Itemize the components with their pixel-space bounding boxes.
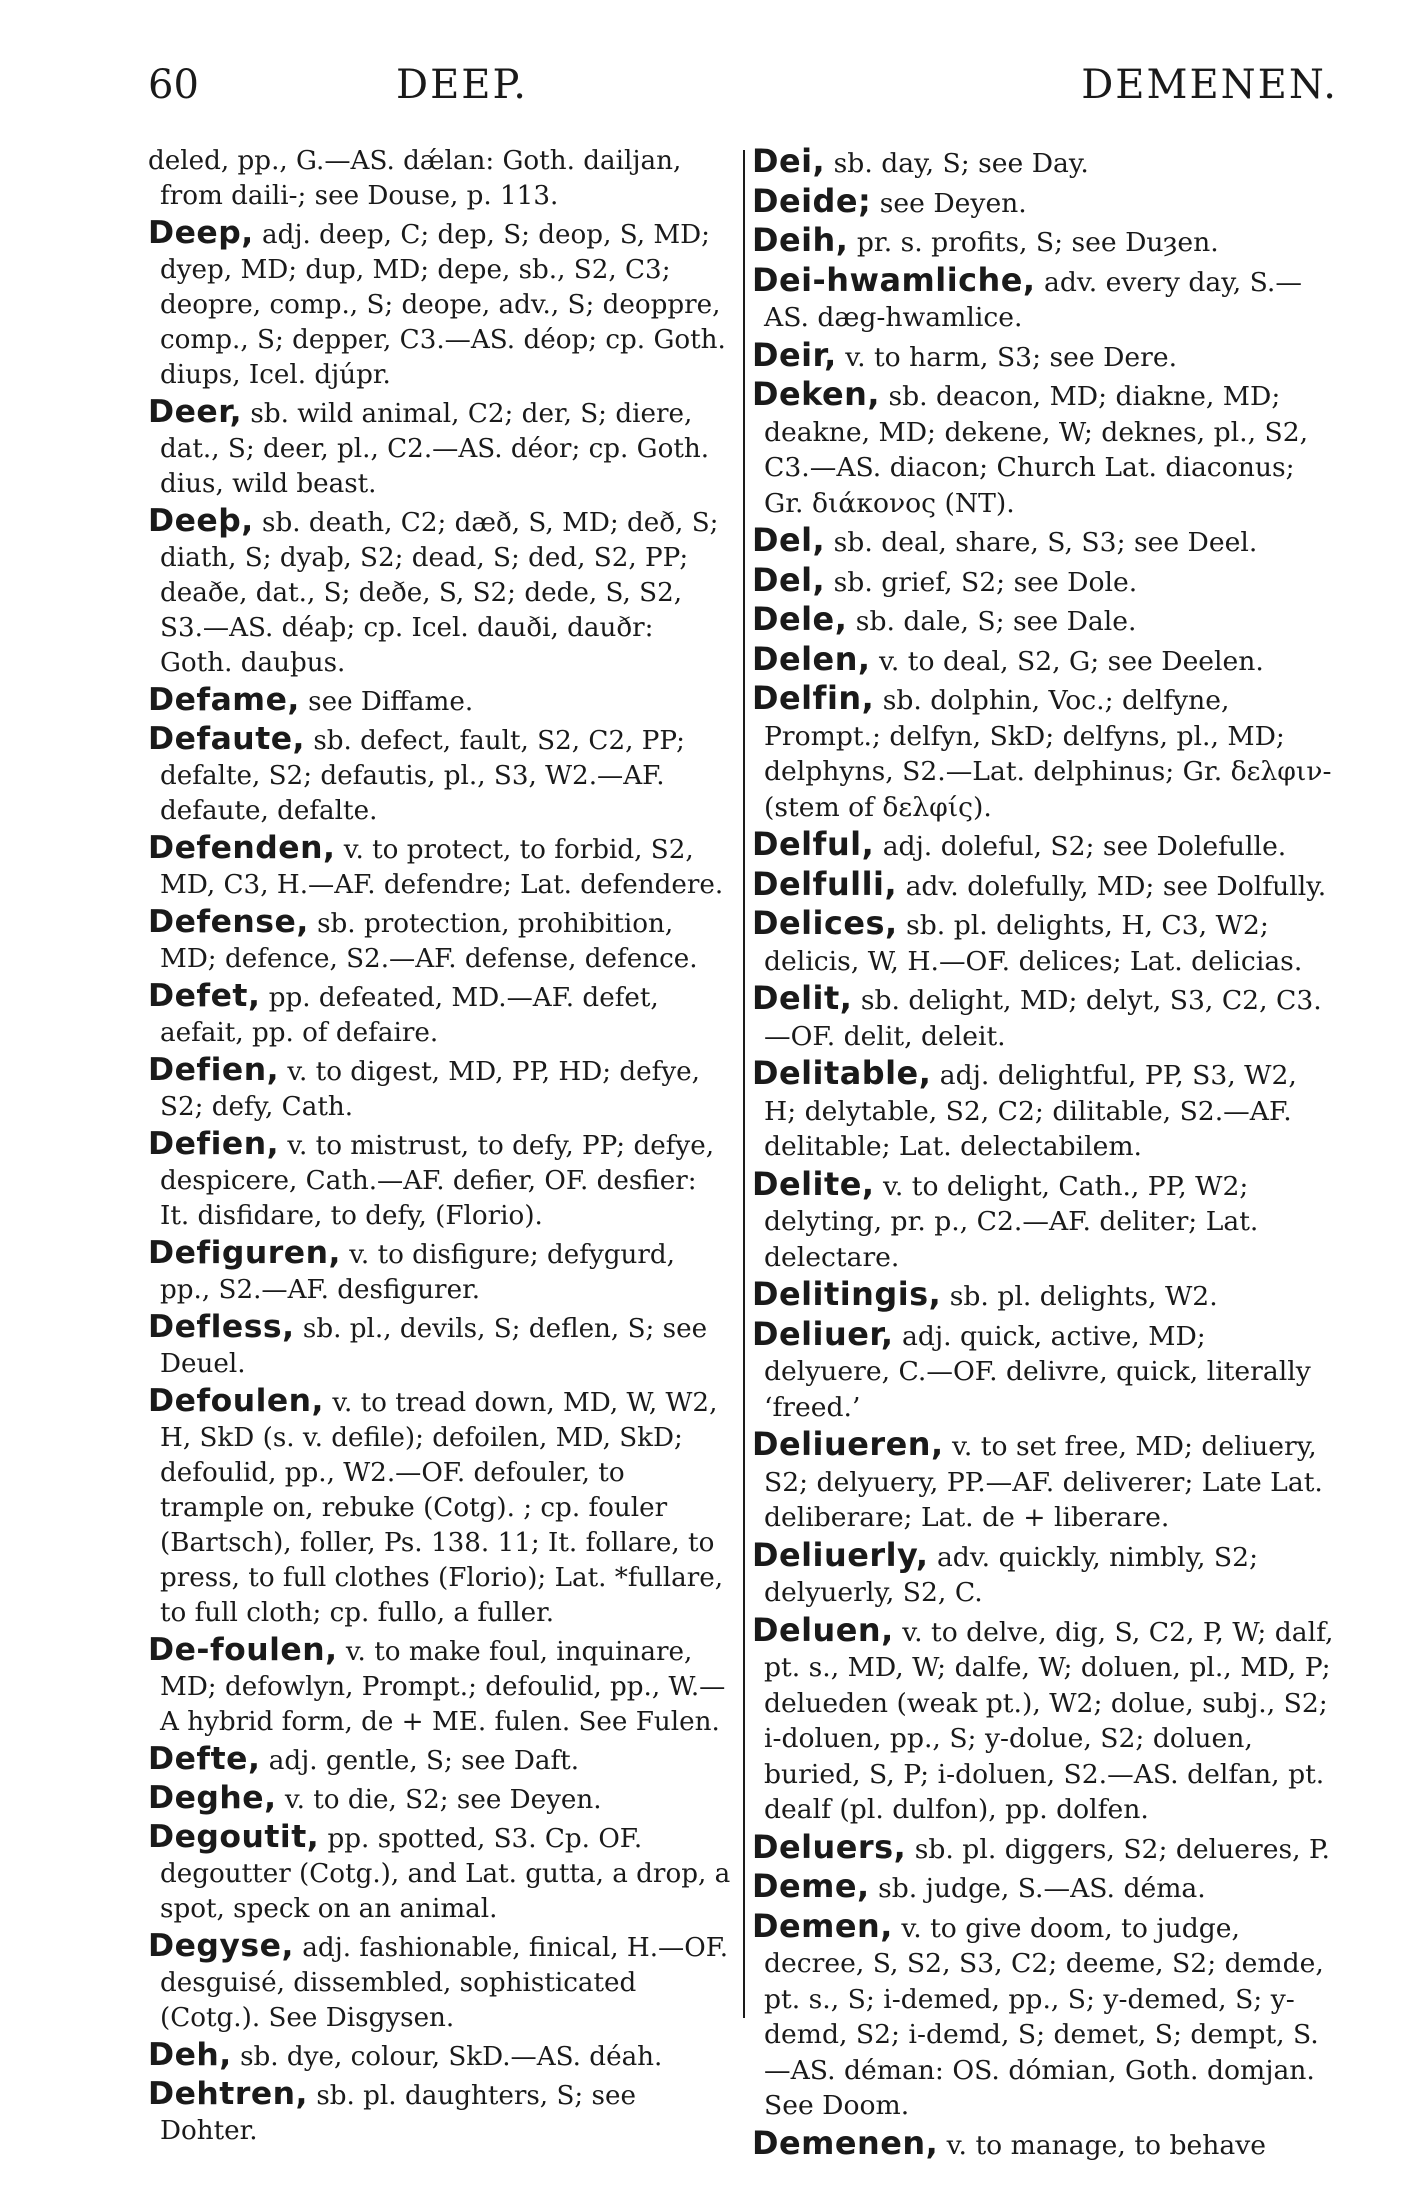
entry-headword: Dele, bbox=[752, 600, 848, 638]
entry-headword: De-foulen, bbox=[148, 1632, 338, 1668]
entry-definition: pr. s. profits, S; see Duȝen. bbox=[856, 227, 1219, 258]
entry-headword: Defet, bbox=[148, 978, 261, 1014]
dictionary-entry bbox=[148, 1127, 733, 1234]
entry-definition: v. to die, S2; see Deyen. bbox=[284, 1785, 602, 1815]
entry-definition: v. to digest, MD, PP, HD; defye, S2; defy, Cath. bbox=[160, 1057, 700, 1122]
dictionary-entry bbox=[148, 831, 733, 903]
dictionary-entry bbox=[148, 722, 733, 829]
entry-headword: Defenden, bbox=[148, 830, 336, 866]
dictionary-entry bbox=[148, 979, 733, 1051]
entry-headword: Dehtren, bbox=[148, 2076, 308, 2112]
dictionary-entry bbox=[752, 602, 1337, 640]
entry-headword: Delices, bbox=[752, 904, 898, 942]
entry-definition: sb. grief, S2; see Dole. bbox=[833, 566, 1138, 598]
entry-headword: Dei-hwamliche, bbox=[752, 260, 1036, 299]
entry-headword: Deliuer, bbox=[752, 1314, 894, 1353]
entry-headword: Del, bbox=[752, 560, 826, 599]
entry-definition: sb. protection, prohibition, MD; defence, S2.—AF. defense, defence. bbox=[160, 909, 698, 974]
entry-definition: sb. pl., devils, S; deflen, S; see Deuel. bbox=[160, 1314, 708, 1379]
entry-definition: see Deyen. bbox=[879, 187, 1027, 219]
entry-headword: Delful, bbox=[752, 825, 875, 863]
entry-definition: adj. delightful, PP, S3, W2, H; delytable, S2, C2; dilitable, S2.—AF. delitable; Lat. delectabilem. bbox=[764, 1060, 1297, 1162]
dictionary-entry bbox=[752, 1906, 1337, 2124]
entry-definition: sb. dale, S; see Dale. bbox=[855, 606, 1137, 637]
dictionary-entry bbox=[148, 1236, 733, 1308]
entry-headword: Defense, bbox=[148, 904, 309, 940]
dictionary-entry bbox=[752, 144, 1337, 182]
entry-headword: Degyse, bbox=[148, 1928, 294, 1964]
entry-definition: v. to manage, to behave bbox=[946, 2129, 1266, 2161]
left-guide-word: DEEP. bbox=[396, 62, 528, 108]
dictionary-entry bbox=[148, 1820, 733, 1927]
entry-definition: sb. wild animal, C2; der, S; diere, dat., S; deer, pl., C2.—AS. déor; cp. Goth. dius, wild beast. bbox=[160, 399, 710, 499]
page-number: 60 bbox=[148, 62, 199, 108]
entry-definition: adv. quickly, nimbly, S2; delyuerly, S2, C. bbox=[764, 1541, 1259, 1608]
entry-definition: v. to harm, S3; see Dere. bbox=[845, 341, 1178, 373]
entry-definition: sb. judge, S.—AS. déma. bbox=[878, 1873, 1206, 1904]
dictionary-entry bbox=[752, 1277, 1337, 1315]
dictionary-entry bbox=[148, 144, 733, 214]
dictionary-entry bbox=[752, 223, 1337, 261]
entry-headword: Deh, bbox=[148, 2037, 232, 2073]
entry-definition: pp. spotted, S3. Cp. OF. degoutter (Cotg.), and Lat. gutta, a drop, a spot, speck on an animal. bbox=[160, 1824, 731, 1924]
dictionary-entry bbox=[752, 1827, 1337, 1868]
dictionary-entry bbox=[148, 395, 733, 502]
entry-definition: v. to disfigure; defygurd, pp., S2.—AF. desfigurer. bbox=[160, 1240, 676, 1305]
entry-headword: Dei, bbox=[752, 142, 826, 180]
entry-headword: Deken, bbox=[752, 375, 880, 413]
entry-headword: Defaute, bbox=[148, 721, 305, 757]
dictionary-entry bbox=[752, 864, 1337, 905]
entry-definition: v. to tread down, MD, W, W2, H, SkD (s. v. defile); defoilen, MD, SkD; defoulid, pp., W2.—OF. defouler, to trample on, rebuke (Cotg). ; cp. fouler (Bartsch), foller, Ps. 138. 11; It. follare, to press, to full clothes (Florio); Lat. *fullare, to full cloth; cp. fullo, a fuller. bbox=[160, 1388, 724, 1628]
entry-headword: Deliuerly, bbox=[752, 1535, 929, 1574]
entry-definition: v. to deal, S2, G; see Deelen. bbox=[879, 645, 1264, 677]
entry-headword: Defien, bbox=[148, 1052, 280, 1088]
dictionary-entry bbox=[752, 523, 1337, 561]
entry-headword: Deeþ, bbox=[148, 503, 254, 539]
dictionary-entry bbox=[148, 1781, 733, 1818]
dictionary-entry bbox=[148, 216, 733, 393]
entry-headword: Delfin, bbox=[752, 679, 875, 717]
entry-definition: adj. deep, C; dep, S; deop, S, MD; dyep, MD; dup, MD; depe, sb., S2, C3; deopre, comp., S; deope, adv., S; deoppre, comp., S; depper, C3.—AS. déop; cp. Goth. diups, Icel. djúpr. bbox=[160, 220, 726, 390]
entry-definition: v. to mistrust, to defy, PP; defye, despicere, Cath.—AF. defier, OF. desfier: It. disfidare, to defy, (Florio). bbox=[160, 1131, 715, 1231]
entry-definition: sb. deacon, MD; diakne, MD; deakne, MD; dekene, W; deknes, pl., S2, C3.—AS. diacon; Church Lat. diaconus; Gr. διάκονος (NT). bbox=[764, 381, 1309, 519]
dictionary-entry bbox=[148, 2038, 733, 2075]
entry-headword: Defoulen, bbox=[148, 1383, 324, 1419]
entry-headword: Demen, bbox=[752, 1906, 893, 1945]
dictionary-entry bbox=[148, 683, 733, 720]
entry-headword: Delen, bbox=[752, 639, 871, 678]
dictionary-entry bbox=[148, 1310, 733, 1382]
entry-definition: pp. defeated, MD.—AF. defet, aefait, pp. of defaire. bbox=[160, 983, 659, 1048]
dictionary-entry bbox=[752, 981, 1337, 1054]
entry-definition: sb. pl. diggers, S2; delueres, P. bbox=[914, 1833, 1330, 1865]
entry-definition: see Diffame. bbox=[308, 687, 474, 717]
entry-headword: Deer, bbox=[148, 394, 243, 430]
entry-headword: Delite, bbox=[752, 1164, 875, 1203]
entry-definition: v. to protect, to forbid, S2, MD, C3, H.—AF. defendre; Lat. defendere. bbox=[160, 835, 724, 900]
entry-definition: sb. dye, colour, SkD.—AS. déah. bbox=[240, 2042, 663, 2072]
entry-definition: v. to delight, Cath., PP, W2; delyting, pr. p., C2.—AF. deliter; Lat. delectare. bbox=[764, 1170, 1259, 1273]
entry-headword: Deme, bbox=[752, 1867, 870, 1905]
dictionary-entry bbox=[148, 1053, 733, 1125]
entry-definition: sb. pl. daughters, S; see Dohter. bbox=[160, 2081, 636, 2146]
entry-definition: adj. quick, active, MD; delyuere, C.—OF. delivre, quick, literally ‘freed.’ bbox=[764, 1320, 1311, 1423]
running-header bbox=[148, 62, 1338, 112]
dictionary-entry bbox=[148, 1633, 733, 1740]
column-divider bbox=[743, 150, 745, 2018]
entry-definition: v. to make foul, inquinare, MD; defowlyn, Prompt.; defoulid, pp., W.—A hybrid form, de + ME. fulen. See Fulen. bbox=[160, 1637, 726, 1737]
entry-definition: adj. gentle, S; see Daft. bbox=[268, 1746, 580, 1776]
dictionary-entry bbox=[752, 1869, 1337, 1907]
entry-definition: sb. dolphin, Voc.; delfyne, Prompt.; delfyn, SkD; delfyns, pl., MD; delphyns, S2.—Lat. delphinus; Gr. δελφιν- (stem of δελφίς). bbox=[764, 685, 1332, 823]
dictionary-entry bbox=[752, 827, 1337, 865]
entry-definition: sb. day, S; see Day. bbox=[833, 148, 1089, 179]
entry-definition: deled, pp., G.—AS. dǽlan: Goth. dailjan, from daili-; see Douse, p. 113. bbox=[148, 146, 682, 211]
dictionary-entry bbox=[752, 2123, 1337, 2164]
entry-definition: adj. doleful, S2; see Dolefulle. bbox=[882, 831, 1287, 862]
entry-headword: Delfulli, bbox=[752, 864, 898, 903]
entry-definition: adv. dolefully, MD; see Dolfully. bbox=[905, 870, 1327, 902]
dictionary-entry bbox=[752, 1610, 1337, 1828]
left-column bbox=[148, 144, 733, 2149]
dictionary-entry bbox=[752, 1056, 1337, 1165]
entry-headword: Del, bbox=[752, 521, 826, 559]
entry-definition: sb. pl. delights, W2. bbox=[949, 1281, 1218, 1312]
entry-headword: Deih, bbox=[752, 221, 849, 259]
dictionary-entry bbox=[752, 181, 1337, 222]
entry-headword: Deir, bbox=[752, 335, 837, 374]
entry-headword: Degoutit, bbox=[148, 1819, 320, 1855]
dictionary-entry bbox=[148, 1929, 733, 2036]
entry-headword: Demenen, bbox=[752, 2123, 939, 2162]
entry-headword: Defless, bbox=[148, 1309, 295, 1345]
entry-headword: Defien, bbox=[148, 1126, 280, 1162]
entry-headword: Deluers, bbox=[752, 1827, 907, 1866]
entry-definition: v. to set free, MD; deliuery, S2; delyuery, PP.—AF. deliverer; Late Lat. deliberare; Lat. de + liberare. bbox=[764, 1431, 1323, 1533]
dictionary-entry bbox=[752, 1427, 1337, 1536]
dictionary-entry bbox=[752, 377, 1337, 521]
entry-definition: v. to delve, dig, S, C2, P, W; dalf, pt. s., MD, W; dalfe, W; doluen, pl., MD, P; delueden (weak pt.), W2; dolue, subj., S2; i-doluen, pp., S; y-dolue, S2; doluen, buried, S, P; i-doluen, S2.—AS. delfan, pt. dealf (pl. dulfon), pp. dolfen. bbox=[764, 1616, 1334, 1825]
entry-headword: Defame, bbox=[148, 682, 300, 718]
entry-definition: sb. pl. delights, H, C3, W2; delicis, W, H.—OF. delices; Lat. delicias. bbox=[764, 910, 1303, 977]
entry-headword: Delitable, bbox=[752, 1054, 932, 1092]
entry-definition: sb. defect, fault, S2, C2, PP; defalte, S2; defautis, pl., S3, W2.—AF. defaute, defalte. bbox=[160, 726, 685, 826]
entry-headword: Deluen, bbox=[752, 1610, 894, 1649]
entry-headword: Deliueren, bbox=[752, 1425, 944, 1463]
dictionary-entry bbox=[752, 906, 1337, 979]
entry-headword: Delitingis, bbox=[752, 1275, 942, 1313]
dictionary-entry bbox=[752, 335, 1337, 376]
entry-headword: Delit, bbox=[752, 979, 853, 1017]
entry-headword: Deghe, bbox=[148, 1780, 277, 1816]
dictionary-entry bbox=[148, 1742, 733, 1779]
right-guide-word: DEMENEN. bbox=[1081, 62, 1338, 108]
entry-definition: adj. fashionable, finical, H.—OF. desguisé, dissembled, sophisticated (Cotg.). See Disgysen. bbox=[160, 1933, 729, 2033]
entry-headword: Deide; bbox=[752, 181, 872, 220]
entry-definition: sb. delight, MD; delyt, S3, C2, C3.—OF. delit, deleit. bbox=[764, 985, 1322, 1052]
dictionary-entry bbox=[148, 1384, 733, 1631]
entry-headword: Defiguren, bbox=[148, 1235, 341, 1271]
dictionary-entry bbox=[752, 260, 1337, 336]
entry-headword: Defte, bbox=[148, 1741, 261, 1777]
dictionary-entry bbox=[752, 560, 1337, 601]
dictionary-entry bbox=[752, 681, 1337, 825]
dictionary-entry bbox=[148, 905, 733, 977]
right-column bbox=[752, 144, 1337, 2163]
entry-definition: v. to give doom, to judge, decree, S, S2, S3, C2; deeme, S2; demde, pt. s., S; i-demed, pp., S; y-demed, S; y-demd, S2; i-demd, S; demet, S; dempt, S.—AS. déman: OS. dómian, Goth. domjan. See Doom. bbox=[764, 1912, 1324, 2121]
dictionary-entry bbox=[148, 504, 733, 681]
dictionary-entry bbox=[752, 639, 1337, 680]
entry-headword: Deep, bbox=[148, 215, 254, 251]
dictionary-entry bbox=[752, 1164, 1337, 1276]
entry-definition: sb. deal, share, S, S3; see Deel. bbox=[833, 527, 1258, 558]
entry-definition: adv. every day, S.—AS. dæg-hwamlice. bbox=[764, 266, 1302, 333]
dictionary-entry bbox=[148, 2077, 733, 2149]
dictionary-entry bbox=[752, 1314, 1337, 1426]
entry-definition: sb. death, C2; dæð, S, MD; deð, S; diath, S; dyaþ, S2; dead, S; ded, S2, PP; deaðe, dat., S; deðe, S, S2; dede, S, S2, S3.—AS. déaþ; cp. Icel. dauði, dauðr: Goth. dauþus. bbox=[160, 508, 719, 678]
dictionary-entry bbox=[752, 1535, 1337, 1611]
